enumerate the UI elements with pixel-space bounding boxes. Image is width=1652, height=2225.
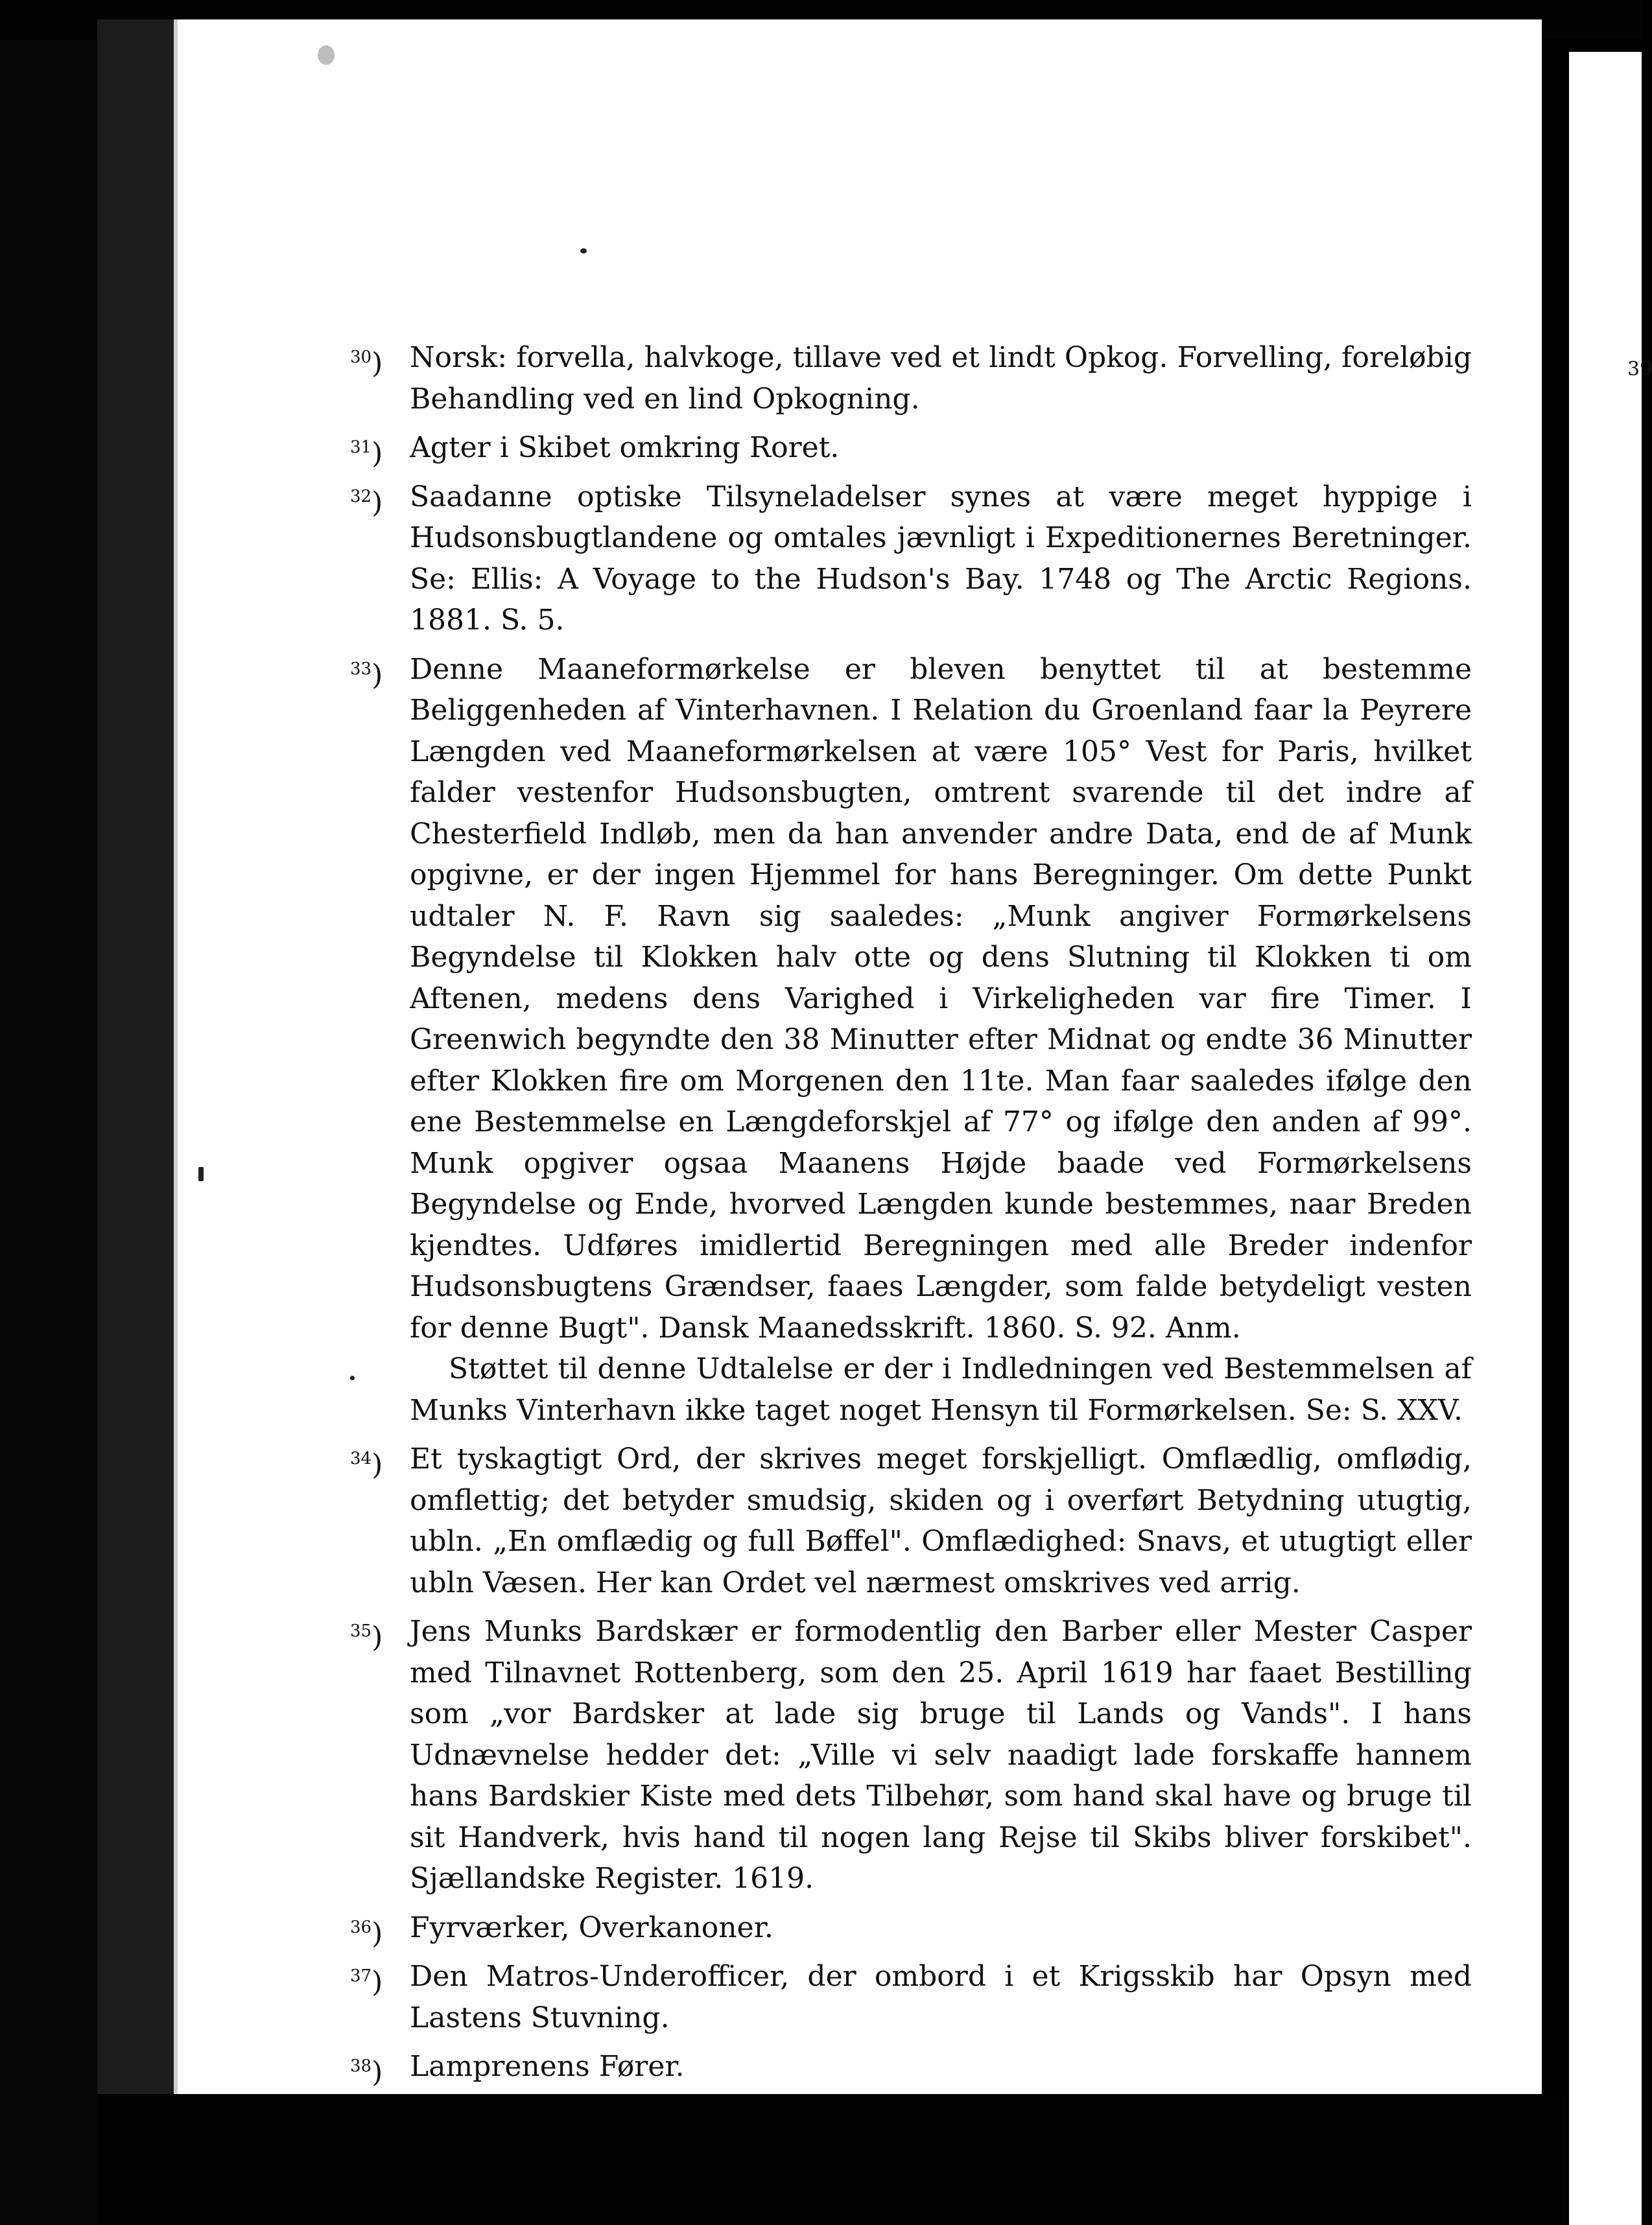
footnote-paragraph: Jens Munks Bardskær er formodentlig den Barber eller Mester Casper med Tilnavnet Rottenberg, som den 25. April 1619 har faaet Bestilling som „vor Bardsker at lade sig bruge til Lands og Vands". I hans Udnævnelse hedder det: „Ville vi selv naadigt lade forskaffe hannem hans Bardskier Kiste med dets Tilbehør, som hand skal have og bruge til sit Handverk, hvis hand til nogen lang Rejse til Skibs bliver forskibet". Sjællandske Register. 1619. (410, 1615, 1472, 1895)
page-gutter (97, 19, 174, 2094)
scan-border-bottom (97, 2094, 1569, 2225)
footnote-number (350, 1611, 383, 1658)
footnote-text (410, 337, 1472, 419)
footnote-text (410, 1611, 1472, 1900)
footnote-paragraph: Lamprenens Fører. (410, 2050, 685, 2083)
neighbor-page-number: 39 (1627, 358, 1652, 381)
footnote-paragraph: Saadanne optiske Tilsyneladelser synes at være meget hyppige i Hudsonsbugtlandene og omtales jævnligt i Expeditionernes Beretninger. Se: Ellis: A Voyage to the Hudson's Bay. 1748 og The Arctic Regions. 1881. S. 5. (410, 480, 1472, 637)
footnote-paragraph: Støttet til denne Udtalelse er der i Indledningen ved Bestemmelsen af Munks Vinterhavn ikke taget noget Hensyn til Formørkelsen. Se: S. XXV. (410, 1352, 1472, 1427)
footnote (350, 2046, 1472, 2088)
footnote-number-value: 32 (350, 486, 372, 506)
footnote-number (350, 649, 383, 696)
footnote-number-value: 38 (350, 2056, 372, 2076)
footnote-number (350, 1907, 383, 1955)
footnote-paren: ) (372, 1966, 383, 1999)
footnote (350, 649, 1472, 1431)
footnote-number (350, 427, 383, 475)
footnote-text (410, 477, 1472, 641)
footnote-paragraph: Fyrværker, Overkanoner. (410, 1911, 773, 1944)
footnote-paren: ) (372, 1916, 383, 1950)
footnote-text (410, 2046, 1472, 2088)
footnote-paren: ) (372, 486, 383, 519)
footnote-text (410, 1956, 1472, 2038)
footnote-paren: ) (372, 1448, 383, 1481)
footnote-paren: ) (372, 347, 383, 380)
footnote (350, 1956, 1472, 2038)
footnote-number-value: 31 (350, 438, 372, 457)
footnote-paragraph: Den Matros-Underofficer, der ombord i et Krigsskib har Opsyn med Lastens Stuvning. (410, 1960, 1472, 2034)
footnote (350, 1439, 1472, 1603)
speck (318, 45, 335, 65)
footnote-text (410, 427, 1472, 469)
footnote-text (410, 1907, 1472, 1949)
footnote-number (350, 1956, 383, 2003)
footnote (350, 1907, 1472, 1949)
footnote-number-value: 34 (350, 1449, 372, 1468)
footnote-text (410, 1439, 1472, 1603)
footnote-paragraph: Denne Maaneformørkelse er bleven benyttet til at bestemme Beliggenheden af Vinterhavnen. I Relation du Groenland faar la Peyrere Længden ved Maaneformørkelsen at være 105° Vest for Paris, hvilket falder vestenfor Hudsonsbugten, omtrent svarende til det indre af Chesterfield Indløb, men da han anvender andre Data, end de af Munk opgivne, er der ingen Hjemmel for hans Beregninger. Om dette Punkt udtaler N. F. Ravn sig saaledes: „Munk angiver Formørkelsens Begyndelse til Klokken halv otte og dens Slutning til Klokken ti om Aftenen, medens dens Varighed i Virkeligheden var fire Timer. I Greenwich begyndte den 38 Minutter efter Midnat og endte 36 Minutter efter Klokken fire om Morgenen den 11te. Man faar saaledes ifølge den ene Bestemmelse en Længdeforskjel af 77° og ifølge den anden af 99°. Munk opgiver ogsaa Maanens Højde baade ved Formørkelsens Begyndelse og Ende, hvorved Længden kunde bestemmes, naar Breden kjendtes. Udføres imidlertid Beregningen med alle Breder indenfor Hudsonsbugtens Grændser, faaes Længder, som falde betydeligt vesten for denne Bugt". Dansk Maanedsskrift. 1860. S. 92. Anm. (410, 652, 1472, 1345)
footnote-paragraph: Agter i Skibet omkring Roret. (410, 431, 840, 464)
footnote (350, 337, 1472, 419)
scan-border-left (0, 0, 97, 2225)
footnotes-list (350, 337, 1472, 2095)
footnote-number (350, 337, 383, 384)
footnote-number-value: 37 (350, 1966, 372, 1986)
footnote (350, 1611, 1472, 1900)
footnote-paragraph: Et tyskagtigt Ord, der skrives meget forskjelligt. Omflædlig, omflødig, omflettig; det betyder smudsig, skiden og i overført Betydning utugtig, ubln. „En omflædig og full Bøffel". Omflædighed: Snavs, et utugtigt eller ubln Væsen. Her kan Ordet vel nærmest omskrives ved arrig. (410, 1442, 1472, 1599)
footnote-number-value: 36 (350, 1917, 372, 1937)
footnote-number-value: 35 (350, 1621, 372, 1641)
footnote (350, 477, 1472, 641)
footnote-paren: ) (372, 1621, 383, 1654)
footnote-paragraph: Norsk: forvella, halvkoge, tillave ved et lindt Opkog. Forvelling, foreløbig Behandling ved en lind Opkogning. (410, 341, 1472, 416)
footnote-number-value: 33 (350, 659, 372, 679)
footnote-number (350, 2046, 383, 2093)
footnote-paren: ) (372, 437, 383, 470)
footnote-number (350, 1439, 383, 1486)
footnote-paren: ) (372, 658, 383, 692)
footnote-paren: ) (372, 2056, 383, 2089)
footnote-number-value: 30 (350, 347, 372, 367)
footnote (350, 427, 1472, 469)
footnote-text (410, 649, 1472, 1431)
speck (580, 248, 587, 253)
footnote-number (350, 477, 383, 524)
speck (198, 1167, 204, 1181)
